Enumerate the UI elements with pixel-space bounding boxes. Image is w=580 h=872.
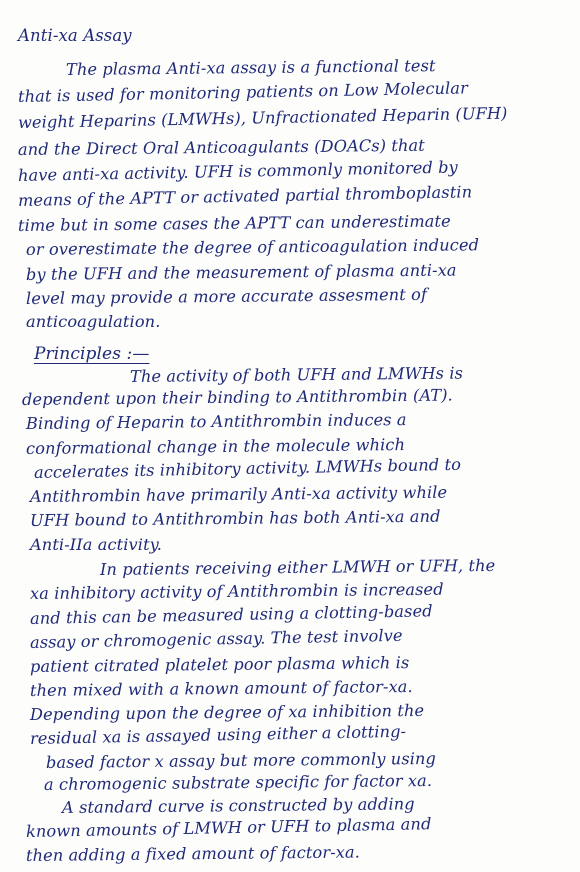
text-line: accelerates its inhibitory activity. LMWHs bound to [33,454,462,482]
text-line: Antithrombin have primarily Anti-xa activity while [29,482,448,506]
section-heading: Principles :— [34,343,150,364]
text-line: means of the APTT or activated partial thromboplastin [17,182,473,211]
text-line: Binding of Heparin to Antithrombin induces a [25,410,407,434]
text-line: by the UFH and the measurement of plasma anti-xa [25,260,457,284]
text-line: assay or chromogenic assay. The test involve [29,625,403,652]
text-line: dependent upon their binding to Antithrombin (AT). [21,385,453,410]
text-line: weight Heparins (LMWHs), Unfractionated Heparin (UFH) [17,103,508,133]
text-line: anticoagulation. [26,311,161,331]
text-line: In patients receiving either LMWH or UFH, the [99,556,496,580]
text-line: A standard curve is constructed by adding [61,794,415,817]
text-line: and this can be measured using a clotting-based [29,601,433,628]
text-line: a chromogenic substrate specific for factor xa. [43,770,433,794]
text-line: or overestimate the degree of anticoagulation induced [25,235,480,259]
text-line: level may provide a more accurate assesment of [25,284,428,308]
text-line: and the Direct Oral Anticoagulants (DOACs) that [17,135,425,159]
text-line: The plasma Anti-xa assay is a functional test [65,56,436,79]
text-line: patient citrated platelet poor plasma which is [29,652,410,676]
text-line: residual xa is assayed using either a clotting- [29,721,407,749]
text-line: xa inhibitory activity of Antithrombin is increased [29,579,444,604]
document-title: Anti-xa Assay [18,26,132,45]
text-line: that is used for monitoring patients on Low Molecular [17,77,469,106]
text-line: The activity of both UFH and LMWHs is [129,363,464,386]
text-line: Anti-IIa activity. [30,534,163,554]
text-line: UFH bound to Antithrombin has both Anti-xa and [29,506,441,530]
text-line: then adding a fixed amount of factor-xa. [25,842,361,865]
text-line: Depending upon the degree of xa inhibition the [29,701,425,725]
text-line: based factor x assay but more commonly using [45,748,437,772]
text-line: time but in some cases the APTT can underestimate [17,211,451,235]
text-line: have anti-xa activity. UFH is commonly monitored by [17,157,459,185]
text-line: known amounts of LMWH or UFH to plasma and [25,814,432,841]
text-line: then mixed with a known amount of factor-xa. [29,676,413,700]
text-line: conformational change in the molecule which [25,435,406,459]
